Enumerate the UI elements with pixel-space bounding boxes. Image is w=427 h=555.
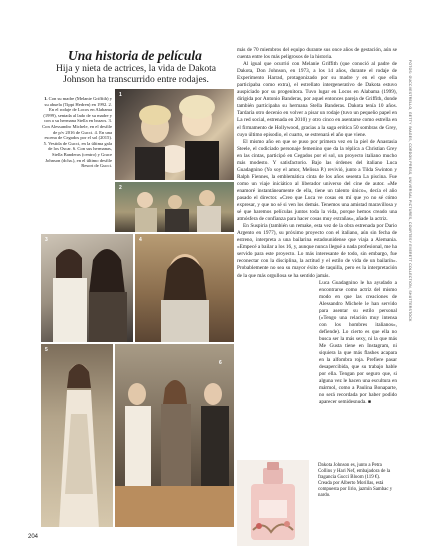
photo-6-sisters [114, 343, 235, 528]
photo-6-illustration [115, 344, 235, 528]
photo-3-illustration [41, 234, 134, 343]
page-number: 204 [28, 534, 39, 540]
body-paragraph: más de 70 miembros del equipo durante sus once años de gestación, aún se cuenta entre los más peligrosos de la historia. [237, 47, 397, 61]
perfume-bottle-illustration [237, 460, 309, 546]
photo-number: 1 [119, 92, 122, 98]
photo-number: 2 [119, 185, 122, 191]
photo-captions [40, 96, 112, 169]
photo-2-illustration [115, 182, 235, 233]
photo-5-gala [40, 343, 114, 528]
end-mark: ■ [367, 400, 371, 406]
perfume-caption: Dakota Johnson es, junto a Petra Collins y Hari Nef, embajadora de la fragancia Gucci Bloom (119 €). Creada por Alberto Morillas, está compuesta por lirio, jazmín Sambac y nardo. [318, 463, 393, 498]
article-headline: Una historia de película [68, 48, 202, 63]
caption-text: Con su madre (Melanie Griffith) y su abuela (Tippi Hedren) en 1992. 2. En el rodaje de Locos en Alabama (1999), sentada al lado de su madre y con a su hermana Stella en brazos. 3. Con Alessandro Michele, en el desfile de p/v 2016 de Gucci. 4. En una escena de Cegados por el sol (2015). 5. Vestida de Gucci, en la última gala de los Oscar. 6. Con sus hermanas, Stella Banderas (centro) y Grace Johnson (dcha.), en el último desfile Resort de Gucci. [42, 96, 112, 169]
article-subhead: Hija y nieta de actrices, la vida de Dakota Johnson ha transcurrido entre rodajes. [55, 63, 217, 85]
body-paragraph-text: Luca Guadagnino le ha ayudado a encontrarse como actriz del mismo modo en que las creaciones de Alessandro Michele le han servido para asentar su estilo personal («Tengo una relación muy intensa con los hombres italianos», defiende). Lo cierto es que ella no busca ser la más sexy, ni la que más Me Gusta tiene en Instagram, ni siquiera la que más flashes acapara en la alfombra roja. Prefiere pasar desapercibida, que su trabajo hable por ella. Tengan por seguro que, si alguna vez le hacen una escultura en mármol, como a Paulina Bonaparte, no será recordada por haber podido aparecer semidesnuda. [319, 279, 397, 406]
body-paragraph: En Suspiria (también un remake, esta vez de la obra estrenada por Dario Argento en 1977), su próximo proyecto con el italiano, aún sin fecha de estreno, interpreta a una bailarina estadounidense que viaja a Alemania. «Empecé a bailar a los 16, y, aunque nunca llegué a nada profesional, me ha servido para este proyecto. Lo más interesante de todo, sin embargo, fue reconectar con la disciplina, la actitud y el estilo de vida de un bailarín». Probablemente no sea su mayor éxito de taquilla, pero es la interpretación de la que más orgullosa se ha sentido jamás. [237, 223, 397, 279]
photo-credits-text: FOTOS: GUCCI/ESTRELLO, GETTY IMAGES, CORDON PRESS, UNIVERSAL PICTURES, COURTESY EVERETT COLLECTION, SHUTTERSTOCK [408, 60, 412, 322]
photo-number: 6 [219, 360, 222, 366]
photo-1-family [114, 88, 235, 181]
perfume-product-photo [237, 460, 309, 546]
body-paragraph [237, 280, 397, 407]
photo-5-illustration [41, 344, 114, 528]
photo-credits [404, 60, 412, 530]
caption-number: 1. [44, 96, 48, 101]
article-body [237, 47, 397, 406]
body-paragraph: El mismo año en que se puso por primera vez en la piel de Anastasia Steele, el codiciado personaje femenino que da la réplica a Christian Grey en las cintas, participó en Cegados por el sol, un proyecto italiano mucho más modesto. Y satisfactorio. Bajo las órdenes del italiano Luca Guadagnino (Yo soy el amor, Melissa P.) revivió, junto a Tilda Swinton y Ralph Fiennes, la emblemática cinta de los años sesenta La piscina. Fue como un viaje iniciático al liberador universo del cine de autor. «Me enamoré instantáneamente de ella, tiene un talento único», decía el año pasado el director. «Creo que Luca ve cosas en mí que yo no sé cómo expresar, y que no sé si ven los demás. Tenemos una amistad maravillosa y sé que haremos películas juntos toda la vida, porque hemos creado una atmósfera de confianza para hacer cosas muy extrañas», añade la actriz. [237, 138, 397, 223]
photo-number: 4 [139, 237, 142, 243]
photo-4-film-scene [134, 233, 235, 343]
photo-number: 5 [45, 347, 48, 353]
photo-2-film-set [114, 181, 235, 233]
photo-4-illustration [135, 234, 235, 343]
photo-1-illustration [115, 89, 235, 181]
photo-3-with-designer [40, 233, 134, 343]
photo-number: 3 [45, 237, 48, 243]
body-paragraph: Al igual que ocurrió con Melanie Griffith (que conoció al padre de Dakota, Don Johnson, en 1973, a los 14 años, durante el rodaje de Experimento Harrad, protagonizado por su madre y en el que ella participaba como extra), el estrellato intergenerativo de Dakota estuvo auspiciado por su progenitora. Tuvo lugar en Locos en Alabama (1999), dirigida por Antonio Banderas, por aquel entonces pareja de Griffith, donde también participaba su hermana Stella Banderas. Dakota tenía 10 años. Tardaría otro decenio en volver a pisar un rodaje (tuvo un pequeño papel en La red social, estrenada en 2010) y otro cinco en asentarse como estrella en el firmamento de Hollywood, gracias a la saga erótica 50 sombras de Grey, cuyo último episodio, el cuarto, se estrenará el año que viene. [237, 61, 397, 138]
